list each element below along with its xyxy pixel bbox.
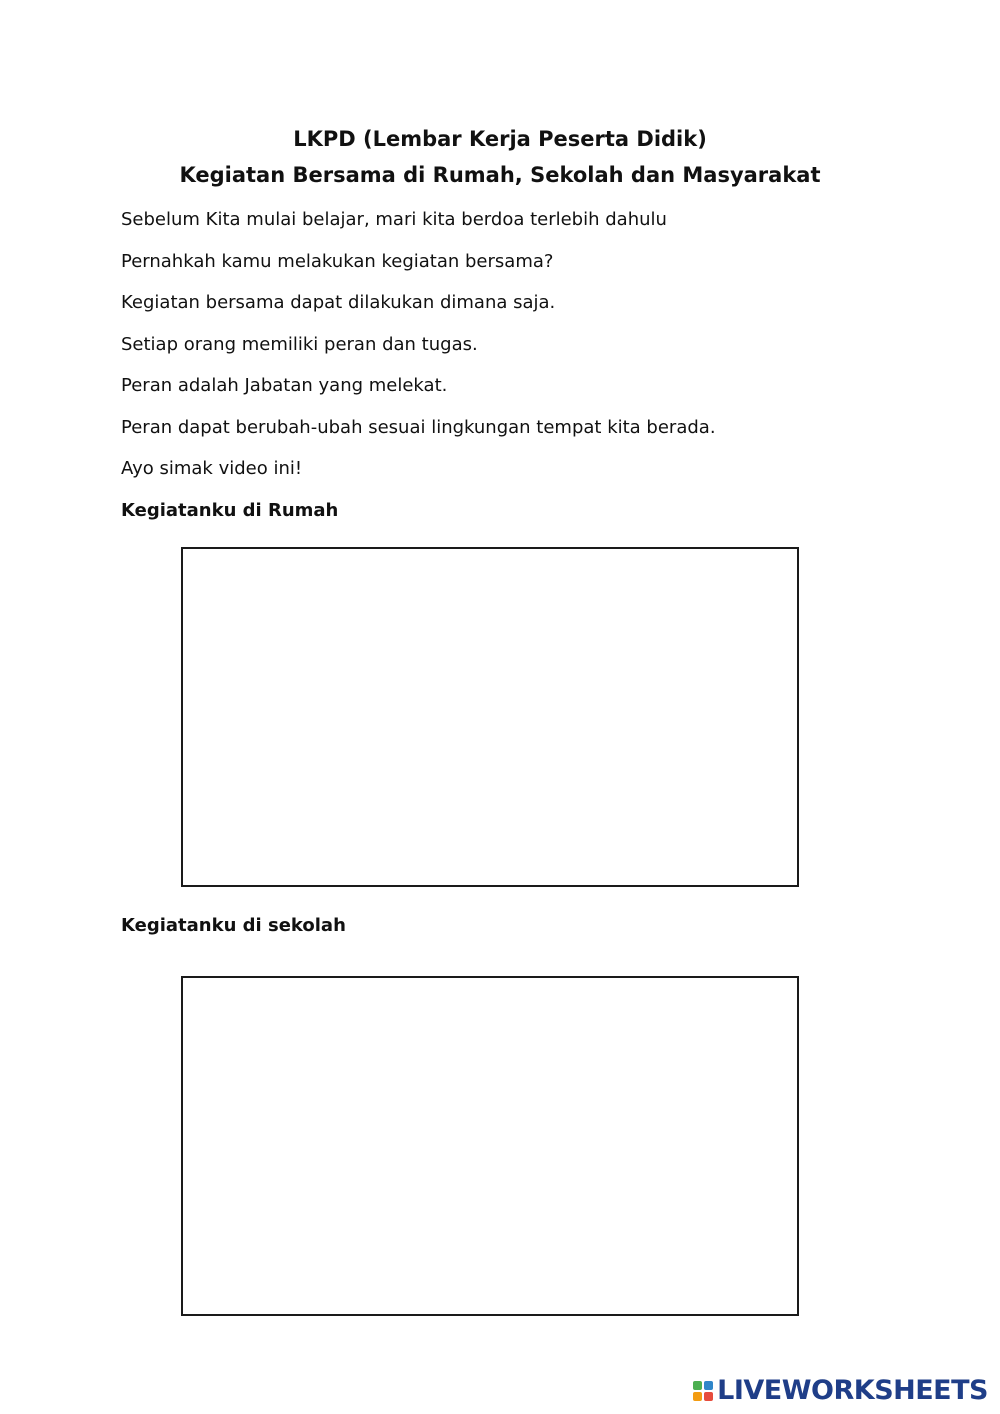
intro-paragraph: Pernahkah kamu melakukan kegiatan bersama? — [121, 251, 554, 272]
logo-square-green — [693, 1381, 702, 1390]
intro-paragraph: Kegiatan bersama dapat dilakukan dimana saja. — [121, 292, 556, 313]
logo-square-orange — [693, 1392, 702, 1401]
logo-square-blue — [704, 1381, 713, 1390]
liveworksheets-logo[interactable] — [693, 1375, 988, 1406]
logo-text: LIVEWORKSHEETS — [717, 1375, 988, 1406]
liveworksheets-icon — [693, 1381, 713, 1401]
intro-paragraph: Peran adalah Jabatan yang melekat. — [121, 375, 448, 396]
section-heading-rumah: Kegiatanku di Rumah — [121, 500, 339, 521]
page-title: LKPD (Lembar Kerja Peserta Didik) — [293, 127, 707, 151]
answer-box-sekolah[interactable] — [181, 976, 799, 1316]
intro-paragraph: Ayo simak video ini! — [121, 458, 303, 479]
logo-square-red — [704, 1392, 713, 1401]
answer-box-rumah[interactable] — [181, 547, 799, 887]
section-heading-sekolah: Kegiatanku di sekolah — [121, 915, 346, 936]
page-subtitle: Kegiatan Bersama di Rumah, Sekolah dan Masyarakat — [179, 163, 821, 187]
intro-paragraph: Sebelum Kita mulai belajar, mari kita berdoa terlebih dahulu — [121, 209, 667, 230]
intro-paragraph: Peran dapat berubah-ubah sesuai lingkungan tempat kita berada. — [121, 417, 716, 438]
intro-paragraph: Setiap orang memiliki peran dan tugas. — [121, 334, 478, 355]
